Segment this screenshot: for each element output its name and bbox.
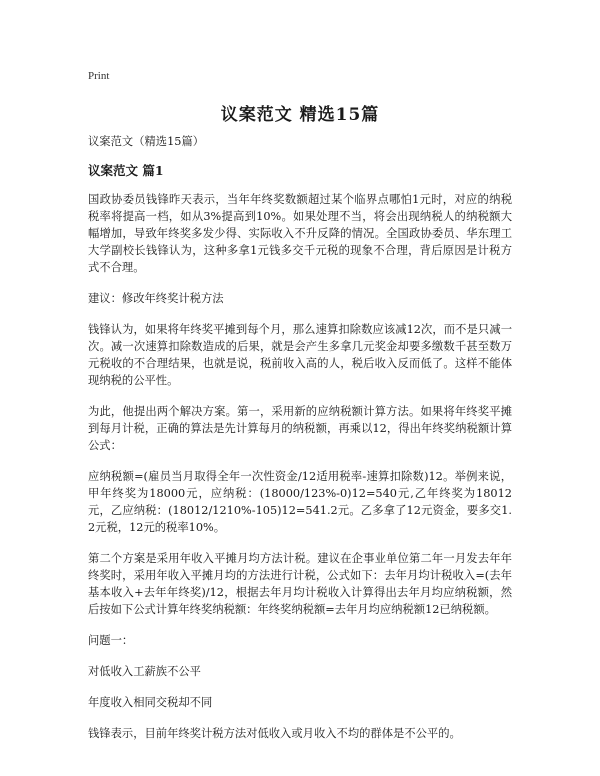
paragraph-4: 为此，他提出两个解决方案。第一，采用新的应纳税额计算方法。如果将年终奖平摊到每月计税，正确的算法是先计算每月的纳税额，再乘以12，得出年终奖纳税额计算公式：	[88, 405, 512, 452]
paragraph-5: 应纳税额=(雇员当月取得全年一次性资金/12适用税率-速算扣除数)12。举例来说，甲年终奖为18000元，应纳税：(18000/123%-0)12=540元,乙年终奖为18012元，乙应纳税：(18012/1210%-105)12=541.2元。乙多拿了12元资金，要多交1.2元税，12元的税率10%。	[88, 470, 512, 534]
paragraph-1: 国政协委员钱锋昨天表示，当年年终奖数额超过某个临界点哪怕1元时，对应的纳税税率将提高一档，如从3%提高到10%。如果处理不当，将会出现纳税人的纳税额大幅增加，导致年终奖多发少得、实际收入不升反降的情况。全国政协委员、华东理工大学副校长钱锋认为，这种多拿1元钱多交千元税的现象不合理，背后原因是计税方式不合理。	[88, 193, 512, 274]
paragraph-2: 建议：修改年终奖计税方法	[88, 292, 224, 305]
document-title: 议案范文 精选15篇	[220, 105, 380, 125]
document-body	[88, 133, 512, 756]
paragraph-9: 年度收入相同交税却不同	[88, 696, 213, 709]
paragraph-7: 问题一：	[88, 634, 134, 647]
paragraph-10: 钱锋表示，目前年终奖计税方法对低收入或月收入不均的群体是不公平的。	[88, 727, 461, 740]
paragraph-8: 对低收入工薪族不公平	[88, 665, 201, 678]
print-link[interactable]: Print	[88, 70, 110, 82]
paragraph-3: 钱锋认为，如果将年终奖平摊到每个月，那么速算扣除数应该减12次，而不是只减一次。减一次速算扣除数造成的后果，就是会产生多拿几元奖金却要多缴数千甚至数万元税收的不合理结果，也就是说，税前收入高的人，税后收入反而低了。这样不能体现纳税的公平性。	[88, 323, 512, 387]
paragraph-6: 第二个方案是采用年收入平摊月均方法计税。建议在企事业单位第二年一月发去年年终奖时，采用年收入平摊月均的方法进行计税，公式如下：去年月均计税收入=(去年基本收入+去年年终奖)/12，根据去年月均计税收入计算得出去年月均应纳税额，然后按如下公式计算年终奖纳税额：年终奖纳税额=去年月均应纳税额12已纳税额。	[88, 552, 512, 616]
section-heading: 议案范文 篇1	[88, 163, 164, 178]
document-subtitle: 议案范文（精选15篇）	[88, 135, 205, 148]
